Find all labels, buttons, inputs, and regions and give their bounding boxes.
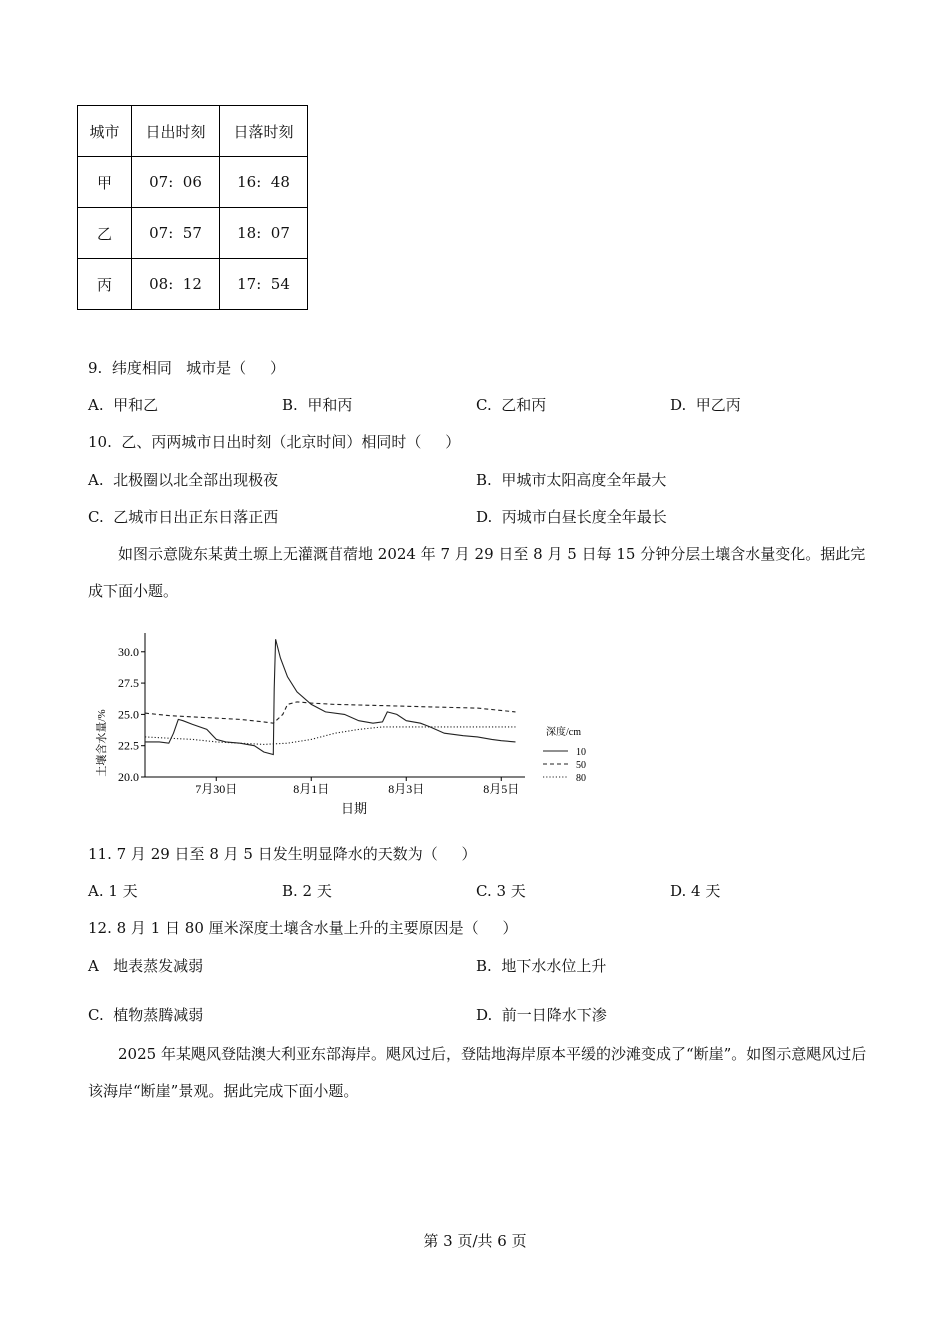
- question-12-stem: 12. 8 月 1 日 80 厘米深度土壤含水量上升的主要原因是（ ）: [88, 919, 518, 937]
- q11-option-b: B. 2 天: [282, 882, 332, 900]
- legend-label-50: 50: [576, 760, 586, 771]
- y-tick-label: 20.0: [118, 770, 139, 784]
- q10-option-d: D. 丙城市白昼长度全年最长: [476, 508, 667, 526]
- q9-option-a: A. 甲和乙: [88, 396, 159, 414]
- q11-option-d: D. 4 天: [670, 882, 721, 900]
- y-tick-label: 27.5: [118, 676, 139, 691]
- q12-option-d: D. 前一日降水下渗: [476, 1006, 607, 1024]
- q9-option-c: C. 乙和丙: [476, 396, 547, 414]
- chart-axes: [118, 633, 525, 796]
- x-tick-label: 8月3日: [388, 782, 425, 796]
- question-10-stem: 10. 乙、丙两城市日出时刻（北京时间）相同时（ ）: [88, 433, 461, 451]
- table-row: [78, 157, 308, 208]
- q12-option-c: C. 植物蒸腾减弱: [88, 1006, 204, 1024]
- y-axis-label: 土壤含水量/%: [96, 709, 108, 777]
- q9-option-b: B. 甲和丙: [282, 396, 353, 414]
- q12-option-b: B. 地下水水位上升: [476, 957, 607, 975]
- question-11-stem: 11. 7 月 29 日至 8 月 5 日发生明显降水的天数为（ ）: [88, 845, 477, 863]
- q10-option-c: C. 乙城市日出正东日落正西: [88, 508, 279, 526]
- y-tick-label: 25.0: [118, 707, 139, 722]
- legend-title: 深度/cm: [546, 727, 581, 738]
- q11-option-a: A. 1 天: [88, 882, 138, 900]
- table-header-cell: 日落时刻: [220, 106, 308, 157]
- table-cell: 17: 54: [220, 259, 308, 310]
- sunrise-sunset-table: [77, 105, 308, 310]
- q10-option-a: A. 北极圈以北全部出现极夜: [88, 471, 279, 489]
- table-cell: 乙: [78, 208, 132, 259]
- table-cell: 丙: [78, 259, 132, 310]
- passage-intro-hurricane: [88, 1036, 868, 1110]
- table-cell: 18: 07: [220, 208, 308, 259]
- legend-label-10: 10: [576, 747, 586, 758]
- table-cell: 甲: [78, 157, 132, 208]
- series-line-10: [145, 639, 516, 754]
- table-cell: 08: 12: [132, 259, 220, 310]
- table-row: [78, 259, 308, 310]
- x-axis-label: 日期: [340, 801, 368, 816]
- passage-text: 2025 年某飓风登陆澳大利亚东部海岸。飓风过后，登陆地海岸原本平缓的沙滩变成了“断崖”。如图示意飓风过后该海岸“断崖”景观。据此完成下面小题。: [88, 1045, 867, 1100]
- y-tick-label: 22.5: [118, 738, 139, 753]
- q12-option-a: A 地表蒸发减弱: [88, 957, 204, 975]
- table-row: [78, 208, 308, 259]
- q11-option-c: C. 3 天: [476, 882, 526, 900]
- passage-intro-soil: [88, 536, 868, 610]
- q10-option-b: B. 甲城市太阳高度全年最大: [476, 471, 667, 489]
- x-tick-label: 7月30日: [195, 782, 238, 796]
- q9-option-d: D. 甲乙丙: [670, 396, 741, 414]
- legend-label-80: 80: [576, 773, 586, 784]
- y-tick-label: 30.0: [118, 644, 139, 659]
- table-cell: 16: 48: [220, 157, 308, 208]
- soil-moisture-chart: [88, 625, 608, 825]
- page-footer: 第 3 页/共 6 页: [423, 1232, 527, 1250]
- chart-series: [145, 639, 516, 754]
- passage-text: 如图示意陇东某黄土塬上无灌溉苜蓿地 2024 年 7 月 29 日至 8 月 5 日每 15 分钟分层土壤含水量变化。据此完成下面小题。: [88, 545, 866, 600]
- x-tick-label: 8月1日: [293, 782, 330, 796]
- x-tick-label: 8月5日: [483, 782, 520, 796]
- table-header-cell: 日出时刻: [132, 106, 220, 157]
- question-9-stem: 9. 纬度相同 城市是（ ）: [88, 359, 285, 377]
- table-cell: 07: 57: [132, 208, 220, 259]
- chart-legend: [543, 747, 586, 784]
- table-header-row: [78, 106, 308, 157]
- table-cell: 07: 06: [132, 157, 220, 208]
- table-header-cell: 城市: [78, 106, 132, 157]
